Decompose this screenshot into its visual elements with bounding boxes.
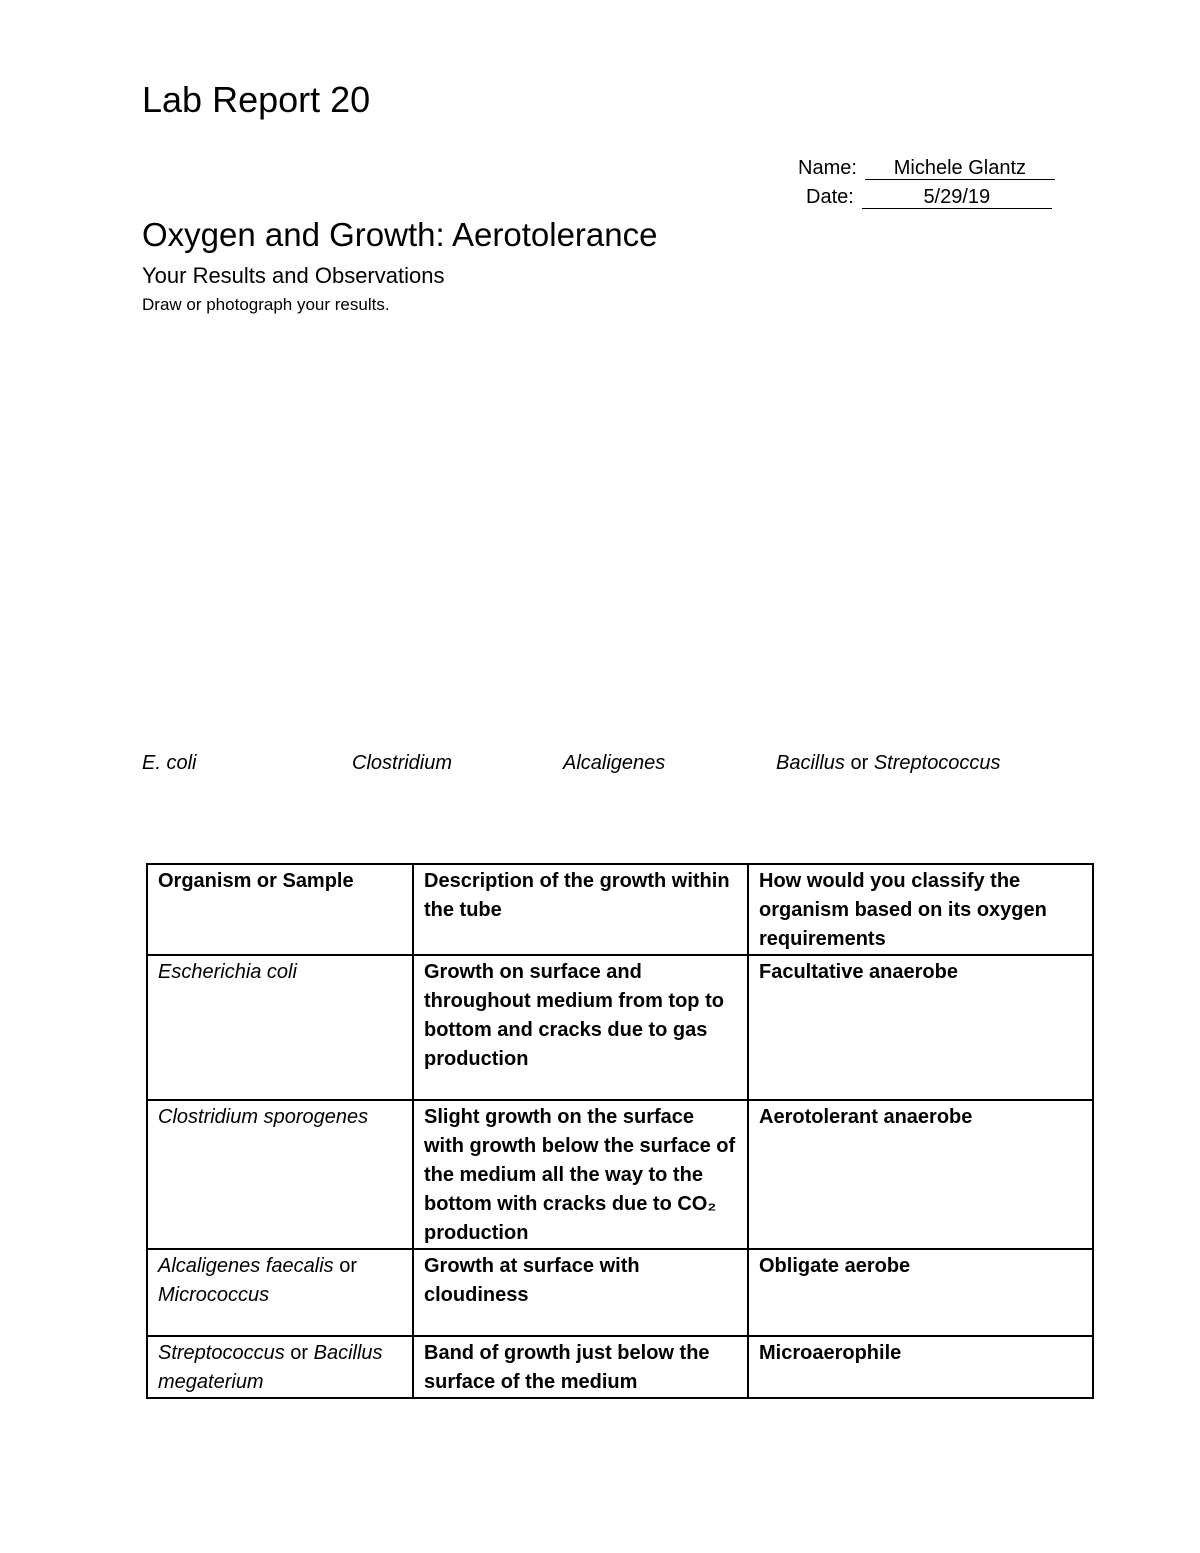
column-header-classification: How would you classify the organism based on its oxygen requirements — [748, 864, 1093, 955]
results-subheading: Your Results and Observations — [142, 263, 445, 288]
description-cell: Growth on surface and throughout medium from top to bottom and cracks due to gas production — [413, 955, 748, 1100]
table-row — [147, 955, 1093, 1100]
organism-cell: Escherichia coli — [147, 955, 413, 1100]
tube-label-alcaligenes: Alcaligenes — [563, 752, 666, 774]
instruction-text: Draw or photograph your results. — [142, 295, 390, 314]
column-header-organism: Organism or Sample — [147, 864, 413, 955]
description-cell: Growth at surface with cloudiness — [413, 1249, 748, 1336]
section-title: Oxygen and Growth: Aerotolerance — [142, 216, 658, 253]
organism-cell: Streptococcus or Bacillus megaterium — [147, 1336, 413, 1398]
name-label: Name: — [798, 157, 857, 179]
results-table — [146, 863, 1094, 1399]
tube-label-ecoli: E. coli — [142, 752, 197, 774]
date-label: Date: — [806, 186, 854, 208]
organism-cell: Alcaligenes faecalis or Micrococcus — [147, 1249, 413, 1336]
tube-label-bacillus-streptococcus: Bacillus or Streptococcus — [776, 752, 1001, 774]
classification-cell: Aerotolerant anaerobe — [748, 1100, 1093, 1249]
date-row — [806, 184, 1052, 210]
classification-cell: Microaerophile — [748, 1336, 1093, 1398]
page-title: Lab Report 20 — [142, 79, 371, 120]
description-cell: Slight growth on the surface with growth below the surface of the medium all the way to the bottom with cracks due to CO₂ production — [413, 1100, 748, 1249]
classification-cell: Obligate aerobe — [748, 1249, 1093, 1336]
date-value: 5/29/19 — [862, 186, 1052, 209]
table-row — [147, 1249, 1093, 1336]
name-value: Michele Glantz — [865, 157, 1055, 180]
table-header-row — [147, 864, 1093, 955]
column-header-description: Description of the growth within the tube — [413, 864, 748, 955]
classification-cell: Facultative anaerobe — [748, 955, 1093, 1100]
table-row — [147, 1336, 1093, 1398]
tube-label-clostridium: Clostridium — [352, 752, 453, 774]
name-row — [798, 155, 1055, 181]
table-row — [147, 1100, 1093, 1249]
description-cell: Band of growth just below the surface of the medium — [413, 1336, 748, 1398]
organism-cell: Clostridium sporogenes — [147, 1100, 413, 1249]
